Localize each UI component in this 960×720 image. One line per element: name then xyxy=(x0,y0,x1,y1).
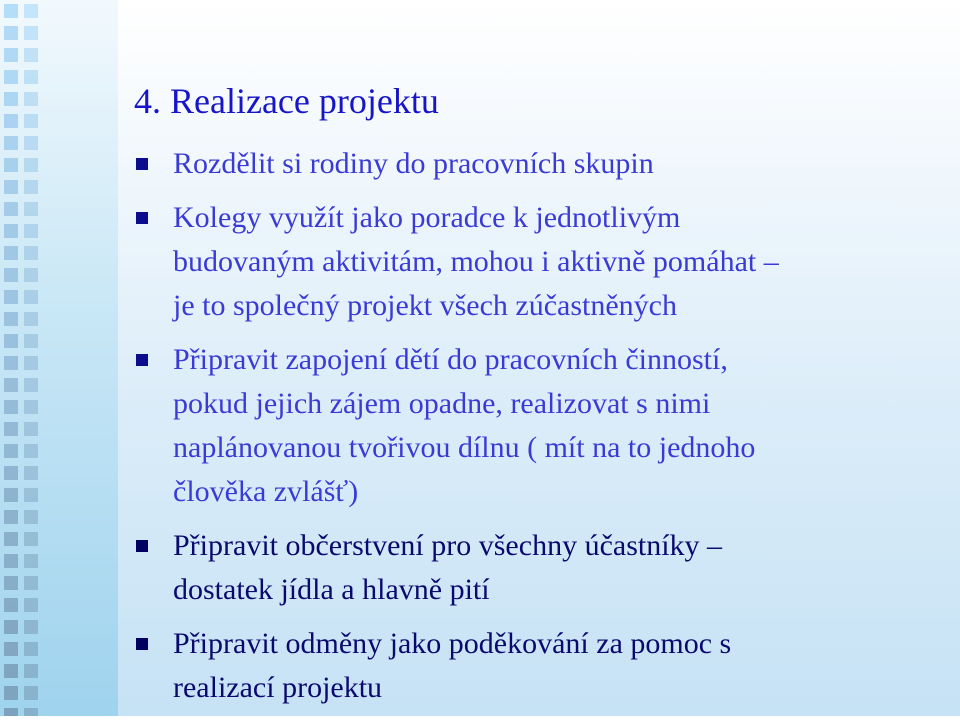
decorative-square xyxy=(4,642,18,656)
decorative-square xyxy=(24,466,38,480)
decorative-square xyxy=(24,356,38,370)
decorative-square xyxy=(4,4,18,18)
decorative-square xyxy=(24,444,38,458)
decorative-square xyxy=(4,598,18,612)
bullet-line: realizací projektu xyxy=(173,671,383,704)
square-bullet-icon xyxy=(136,354,148,366)
decorative-square xyxy=(4,444,18,458)
bullet-item xyxy=(136,524,936,612)
bullet-line: je to společný projekt všech zúčastněných xyxy=(173,289,677,322)
decorative-square xyxy=(4,356,18,370)
decorative-square xyxy=(24,664,38,678)
decorative-square xyxy=(4,686,18,700)
decorative-square xyxy=(4,136,18,150)
decorative-square xyxy=(24,598,38,612)
decorative-square xyxy=(4,224,18,238)
decorative-square xyxy=(24,158,38,172)
bullet-line: Připravit odměny jako poděkování za pomoc s xyxy=(173,627,732,660)
decorative-square xyxy=(24,312,38,326)
bullet-line: dostatek jídla a hlavně pití xyxy=(173,573,490,606)
decorative-square xyxy=(24,488,38,502)
slide-title: 4. Realizace projektu xyxy=(134,81,439,121)
bullet-line: Připravit občerstvení pro všechny účastníky – xyxy=(173,529,723,562)
decorative-square xyxy=(4,422,18,436)
decorative-square xyxy=(4,246,18,260)
decorative-square xyxy=(4,576,18,590)
decorative-square xyxy=(24,48,38,62)
bullet-line: Připravit zapojení dětí do pracovních činností, xyxy=(173,343,728,376)
bullet-line: Kolegy využít jako poradce k jednotlivým xyxy=(173,201,681,234)
decorative-square xyxy=(4,334,18,348)
decorative-square xyxy=(4,664,18,678)
decorative-square xyxy=(4,202,18,216)
decorative-square xyxy=(24,554,38,568)
decorative-square xyxy=(24,26,38,40)
decorative-square xyxy=(24,620,38,634)
decorative-square xyxy=(4,312,18,326)
decorative-square xyxy=(4,92,18,106)
decorative-square xyxy=(24,400,38,414)
bullet-item xyxy=(136,196,936,328)
decorative-square xyxy=(4,488,18,502)
decorative-square xyxy=(4,466,18,480)
decorative-square xyxy=(24,686,38,700)
decorative-square xyxy=(24,576,38,590)
decorative-square xyxy=(24,92,38,106)
decorative-square xyxy=(4,378,18,392)
decorative-square xyxy=(4,554,18,568)
decorative-square xyxy=(4,708,18,716)
decorative-square xyxy=(24,532,38,546)
decorative-square xyxy=(4,48,18,62)
decorative-square xyxy=(4,114,18,128)
decorative-square xyxy=(24,510,38,524)
decorative-square xyxy=(24,202,38,216)
decorative-square xyxy=(24,180,38,194)
decorative-square xyxy=(4,400,18,414)
bullet-line: pokud jejich zájem opadne, realizovat s nimi xyxy=(173,387,711,420)
decorative-square xyxy=(24,268,38,282)
decorative-square xyxy=(24,136,38,150)
decorative-square xyxy=(24,4,38,18)
decorative-square xyxy=(4,620,18,634)
decorative-square xyxy=(4,510,18,524)
square-bullet-icon xyxy=(136,158,148,170)
bullet-line: člověka zvlášť) xyxy=(173,475,359,508)
decorative-square xyxy=(4,268,18,282)
square-bullet-icon xyxy=(136,212,148,224)
decorative-square xyxy=(24,290,38,304)
decorative-square xyxy=(24,708,38,716)
decorative-square xyxy=(24,642,38,656)
decorative-square xyxy=(4,532,18,546)
decorative-square xyxy=(4,290,18,304)
bullet-item xyxy=(136,622,936,710)
decorative-square xyxy=(24,422,38,436)
bullet-list xyxy=(136,142,936,720)
square-bullet-icon xyxy=(136,638,148,650)
bullet-line: Rozdělit si rodiny do pracovních skupin xyxy=(173,147,654,180)
decorative-square xyxy=(24,224,38,238)
bullet-item xyxy=(136,338,936,514)
bullet-line: budovaným aktivitám, mohou i aktivně pomáhat – xyxy=(173,245,779,278)
decorative-square xyxy=(4,26,18,40)
decorative-square xyxy=(24,334,38,348)
bullet-line: naplánovanou tvořivou dílnu ( mít na to jednoho xyxy=(173,431,756,464)
decorative-square xyxy=(24,378,38,392)
decorative-square xyxy=(24,70,38,84)
decorative-square xyxy=(4,180,18,194)
bullet-item xyxy=(136,142,936,186)
decorative-square-pattern xyxy=(0,0,48,716)
decorative-square xyxy=(24,246,38,260)
decorative-square xyxy=(4,70,18,84)
square-bullet-icon xyxy=(136,540,148,552)
decorative-square xyxy=(24,114,38,128)
decorative-square xyxy=(4,158,18,172)
